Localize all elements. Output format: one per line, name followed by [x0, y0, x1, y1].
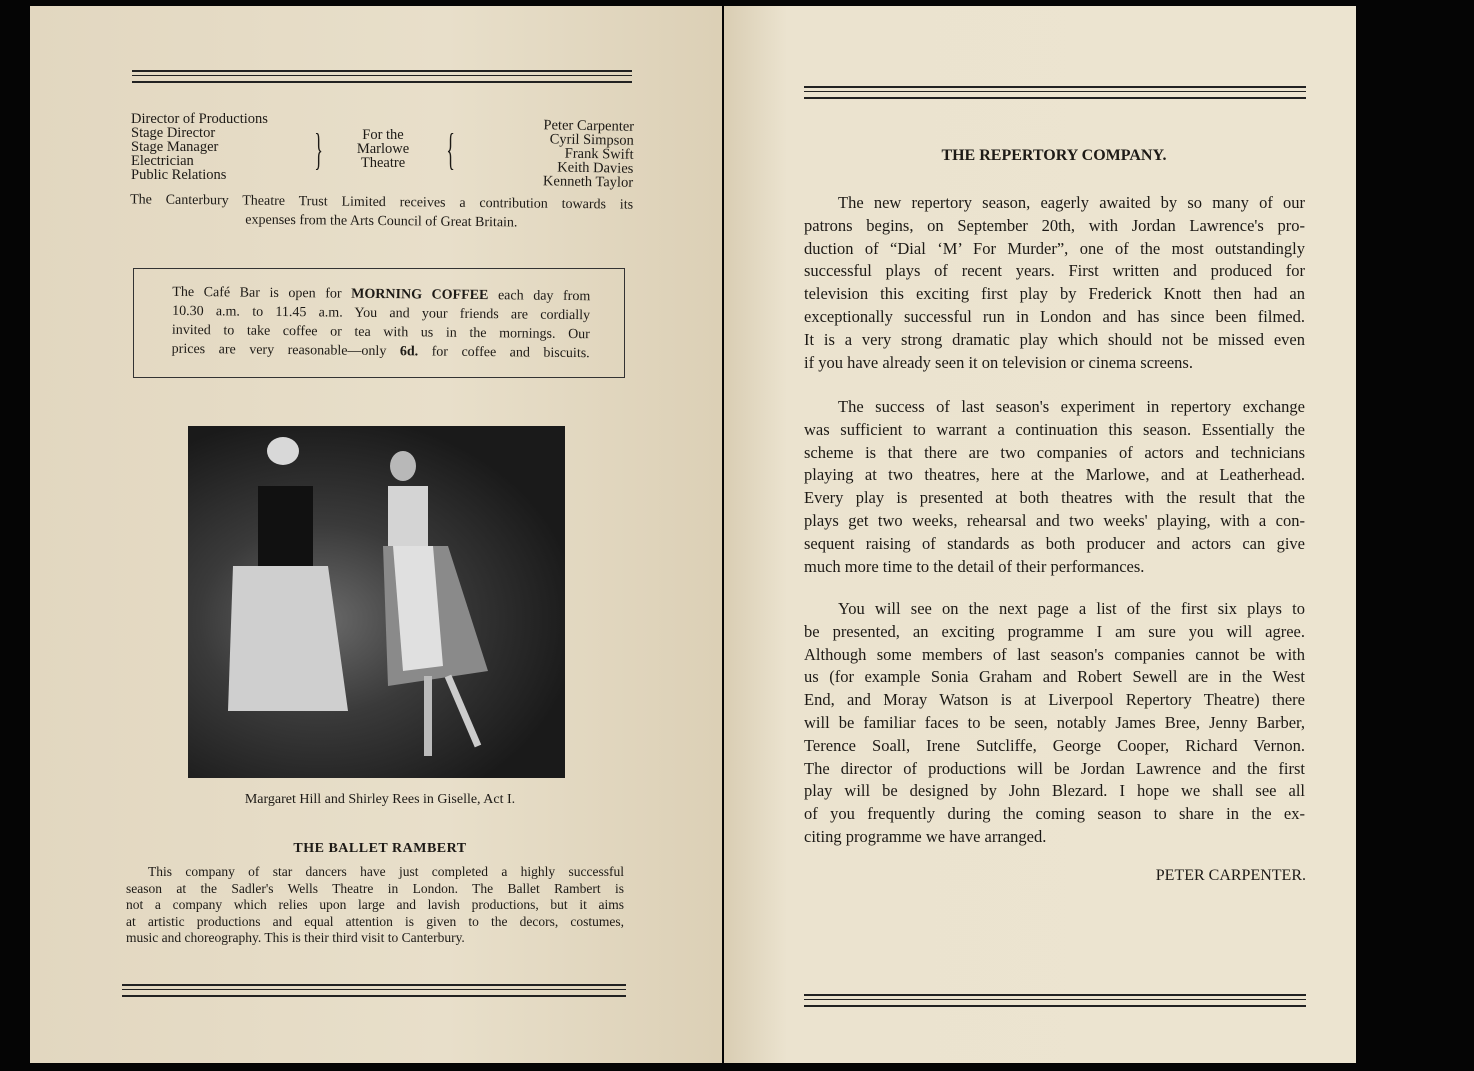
- trust-note: [130, 190, 633, 233]
- signature: PETER CARPENTER.: [1155, 867, 1306, 884]
- text-line: playing at two theatres, here at the Marlowe, and at Leatherhead.: [804, 465, 1305, 485]
- text-line: television this exciting first play by Frederick Knott then had an: [804, 284, 1305, 304]
- text-line: will be familiar faces to be seen, notably James Bree, Jenny Barber,: [804, 712, 1305, 732]
- left-page: [30, 6, 722, 1063]
- photo-caption: Margaret Hill and Shirley Rees in Giselle, Act I.: [244, 792, 516, 807]
- ballet-line: music and choreography. This is their third visit to Canterbury.: [126, 930, 465, 945]
- text-line: patrons begins, on September 20th, with Jordan Lawrence's pro-: [804, 215, 1305, 235]
- text-line: successful plays of recent years. First written and produced for: [804, 261, 1305, 281]
- role: Stage Manager: [131, 139, 219, 155]
- text-line: exceptionally successful run in London and has since been filmed.: [804, 306, 1305, 326]
- text-line: play will be designed by John Blezard. I hope we shall see all: [804, 781, 1305, 801]
- repertory-heading: THE REPERTORY COMPANY.: [941, 147, 1167, 164]
- text-line: The new repertory season, eagerly awaited by so many of our: [838, 193, 1305, 212]
- bottom-rule: [804, 994, 1306, 1007]
- trust-note-line: The Canterbury Theatre Trust Limited receives a contribution towards its: [130, 192, 634, 213]
- text-line: was sufficient to warrant a continuation this season. Essentially the: [804, 419, 1305, 439]
- role: Director of Productions: [131, 111, 268, 127]
- name: Cyril Simpson: [549, 131, 635, 149]
- bottom-rule: [122, 984, 626, 997]
- left-brace: {: [446, 125, 455, 174]
- trust-note-line: expenses from the Arts Council of Great Britain.: [245, 212, 518, 231]
- paragraph-3: [804, 598, 1305, 849]
- name: Kenneth Taylor: [543, 173, 634, 191]
- top-rule: [132, 70, 632, 83]
- staff-roles: [131, 112, 268, 182]
- cafe-line: invited to take coffee or tea with us in the mornings. Our: [171, 322, 590, 343]
- paragraph-1: [804, 192, 1305, 374]
- ballet-line: season at the Sadler's Wells Theatre in London. The Ballet Rambert is: [126, 880, 624, 896]
- text-line: scheme is that there are two companies of actors and technicians: [804, 442, 1305, 462]
- right-brace: }: [314, 125, 323, 174]
- ballet-text: [126, 864, 624, 947]
- text-line: duction of “Dial ‘M’ For Murder”, one of the most outstandingly: [804, 238, 1305, 258]
- name: Peter Carpenter: [543, 117, 635, 135]
- role: Public Relations: [131, 167, 227, 183]
- text-line: be presented, an exciting programme I am sure you will agree.: [804, 621, 1305, 641]
- text-line: much more time to the detail of their performances.: [804, 556, 1145, 576]
- text-line: plays get two weeks, rehearsal and two weeks' playing, with a con-: [804, 510, 1305, 530]
- cafe-line: prices are very reasonable—only 6d. for coffee and biscuits.: [171, 341, 590, 362]
- ballet-heading: THE BALLET RAMBERT: [293, 841, 467, 856]
- right-page: [724, 6, 1356, 1063]
- top-rule: [804, 86, 1306, 99]
- for-label: For the: [362, 127, 404, 143]
- ballet-line: This company of star dancers have just completed a highly successful: [148, 864, 624, 879]
- ballet-line: at artistic productions and equal attention is given to the decors, costumes,: [126, 913, 624, 929]
- text-line: Every play is presented at both theatres with the result that the: [804, 488, 1305, 508]
- role: Stage Director: [131, 125, 216, 141]
- cafe-line: The Café Bar is open for MORNING COFFEE each day from: [172, 284, 591, 305]
- text-line: The success of last season's experiment in repertory exchange: [838, 397, 1305, 416]
- paragraph-2: [804, 396, 1305, 578]
- role: Electrician: [131, 153, 194, 169]
- text-line: sequent raising of standards as both producer and actors can give: [804, 533, 1305, 553]
- for-label: Marlowe: [356, 141, 410, 157]
- ballet-line: not a company which relies upon large and lavish productions, but it aims: [126, 897, 624, 912]
- text-line: It is a very strong dramatic play which should not be missed even: [804, 329, 1305, 349]
- text-line: Although some members of last season's companies cannot be with: [804, 644, 1305, 664]
- text-line: us (for example Sonia Graham and Robert Sewell are in the West: [804, 667, 1305, 687]
- text-line: citing programme we have arranged.: [804, 826, 1047, 846]
- cafe-line: 10.30 a.m. to 11.45 a.m. You and your friends are cordially: [172, 303, 591, 324]
- text-line: Terence Soall, Irene Sutcliffe, George Cooper, Richard Vernon.: [804, 735, 1305, 755]
- staff-names: [543, 118, 635, 190]
- name: Frank Swift: [564, 145, 635, 163]
- cafe-bar-box: [133, 268, 625, 378]
- text-line: You will see on the next page a list of the first six plays to: [838, 599, 1305, 618]
- for-label: Theatre: [360, 155, 406, 171]
- text-line: of you frequently during the coming season to share in the ex-: [804, 804, 1305, 824]
- text-line: The director of productions will be Jordan Lawrence and the first: [804, 758, 1305, 778]
- text-line: if you have already seen it on television or cinema screens.: [804, 352, 1193, 372]
- for-marlowe: [340, 128, 426, 170]
- name: Keith Davies: [557, 159, 634, 177]
- giselle-photo: [188, 426, 565, 778]
- text-line: End, and Moray Watson is at Liverpool Repertory Theatre) there: [804, 690, 1305, 710]
